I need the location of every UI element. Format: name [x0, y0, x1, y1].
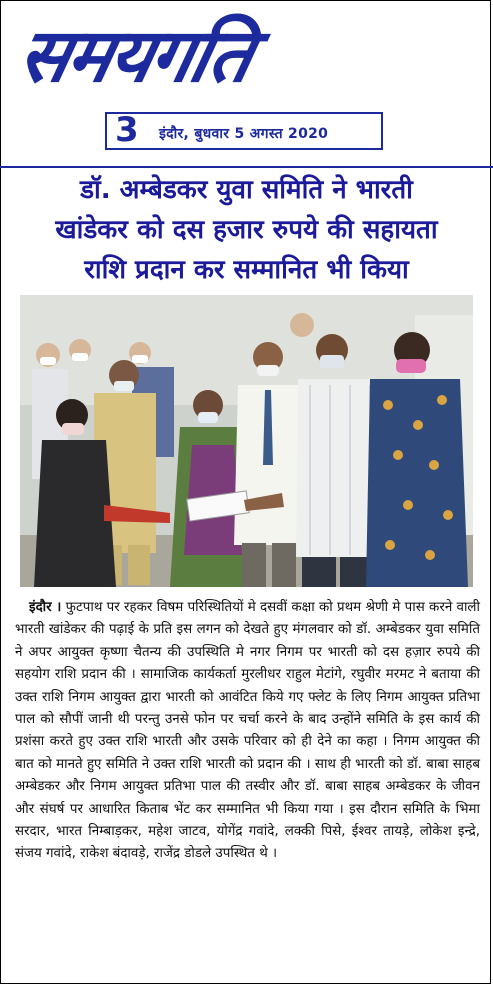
article-paragraph: फुटपाथ पर रहकर विषम परिस्थितियों मे दसवीं कक्षा को प्रथम श्रेणी मे पास करने वाली भारती खांडेकर की पढ़ाई के प्रति इस लगन को देखते हुए मंगलवार को डॉ. अम्बेडकर युवा समिति ने अपर आयुक्त कृष्णा चैतन्य की उपस्थिति मे नगर निगम पर भारती को दस हज़ार रुपये की सहयोग राशि प्रदान की । सामाजिक कार्यकर्ता मुरलीधर राहुल मेटांगे, रघुवीर मरमट ने बताया की उक्त राशि निगम आयुक्त द्वारा भारती को आवंटित किये गए फ्लेट के लिए निगम आयुक्त प्रतिभा पाल को सौपीं जानी थी परन्तु उनसे फोन पर चर्चा करने के बाद उन्होंने समिति के इस कार्य की प्रशंसा करते हुए उक्त राशि भारती और उसके परिवार को ही देने का कहा । निगम आयुक्त की बात को मानते हुए समिति ने उक्त राशि भारती को प्रदान की । साथ ही भारती को डॉ. बाबा साहब अम्बेडकर और निगम आयुक्त प्रतिभा पाल की तस्वीर और डॉ. बाबा साहब अम्बेडकर के जीवन और संघर्ष पर आधारित किताब भेंट कर सम्मानित भी किया गया । इस दौरान समिति के भिमा सरदार, भारत निम्बाड़कर, महेश जाटव, योगेंद्र गवांदे, लक्की पिसे, ईश्वर तायड़े, लोकेश इन्द्रे, संजय गवांदे, राकेश बंदावड़े, राजेंद्र डोडले उपस्थित थे ।: [15, 600, 480, 862]
article-body: [15, 597, 480, 866]
newspaper-name: समयगति: [10, 13, 260, 99]
dateline-box: [105, 112, 383, 150]
group-photo-icon: [20, 295, 473, 587]
page-number: 3: [115, 110, 139, 150]
section-divider: [0, 166, 493, 168]
news-photo: [20, 295, 473, 587]
dateline-text: इंदौर, बुधवार 5 अगस्त 2020: [159, 126, 329, 142]
masthead: [0, 0, 493, 100]
headline-line: खांडेकर को दस हजार रुपये की सहायता: [55, 215, 438, 245]
article-dateline: इंदौर ।: [29, 600, 62, 615]
headline-line: राशि प्रदान कर सम्मानित भी किया: [84, 255, 409, 285]
article-headline: [8, 170, 485, 290]
headline-line: डॉ. अम्बेडकर युवा समिति ने भारती: [80, 175, 413, 205]
